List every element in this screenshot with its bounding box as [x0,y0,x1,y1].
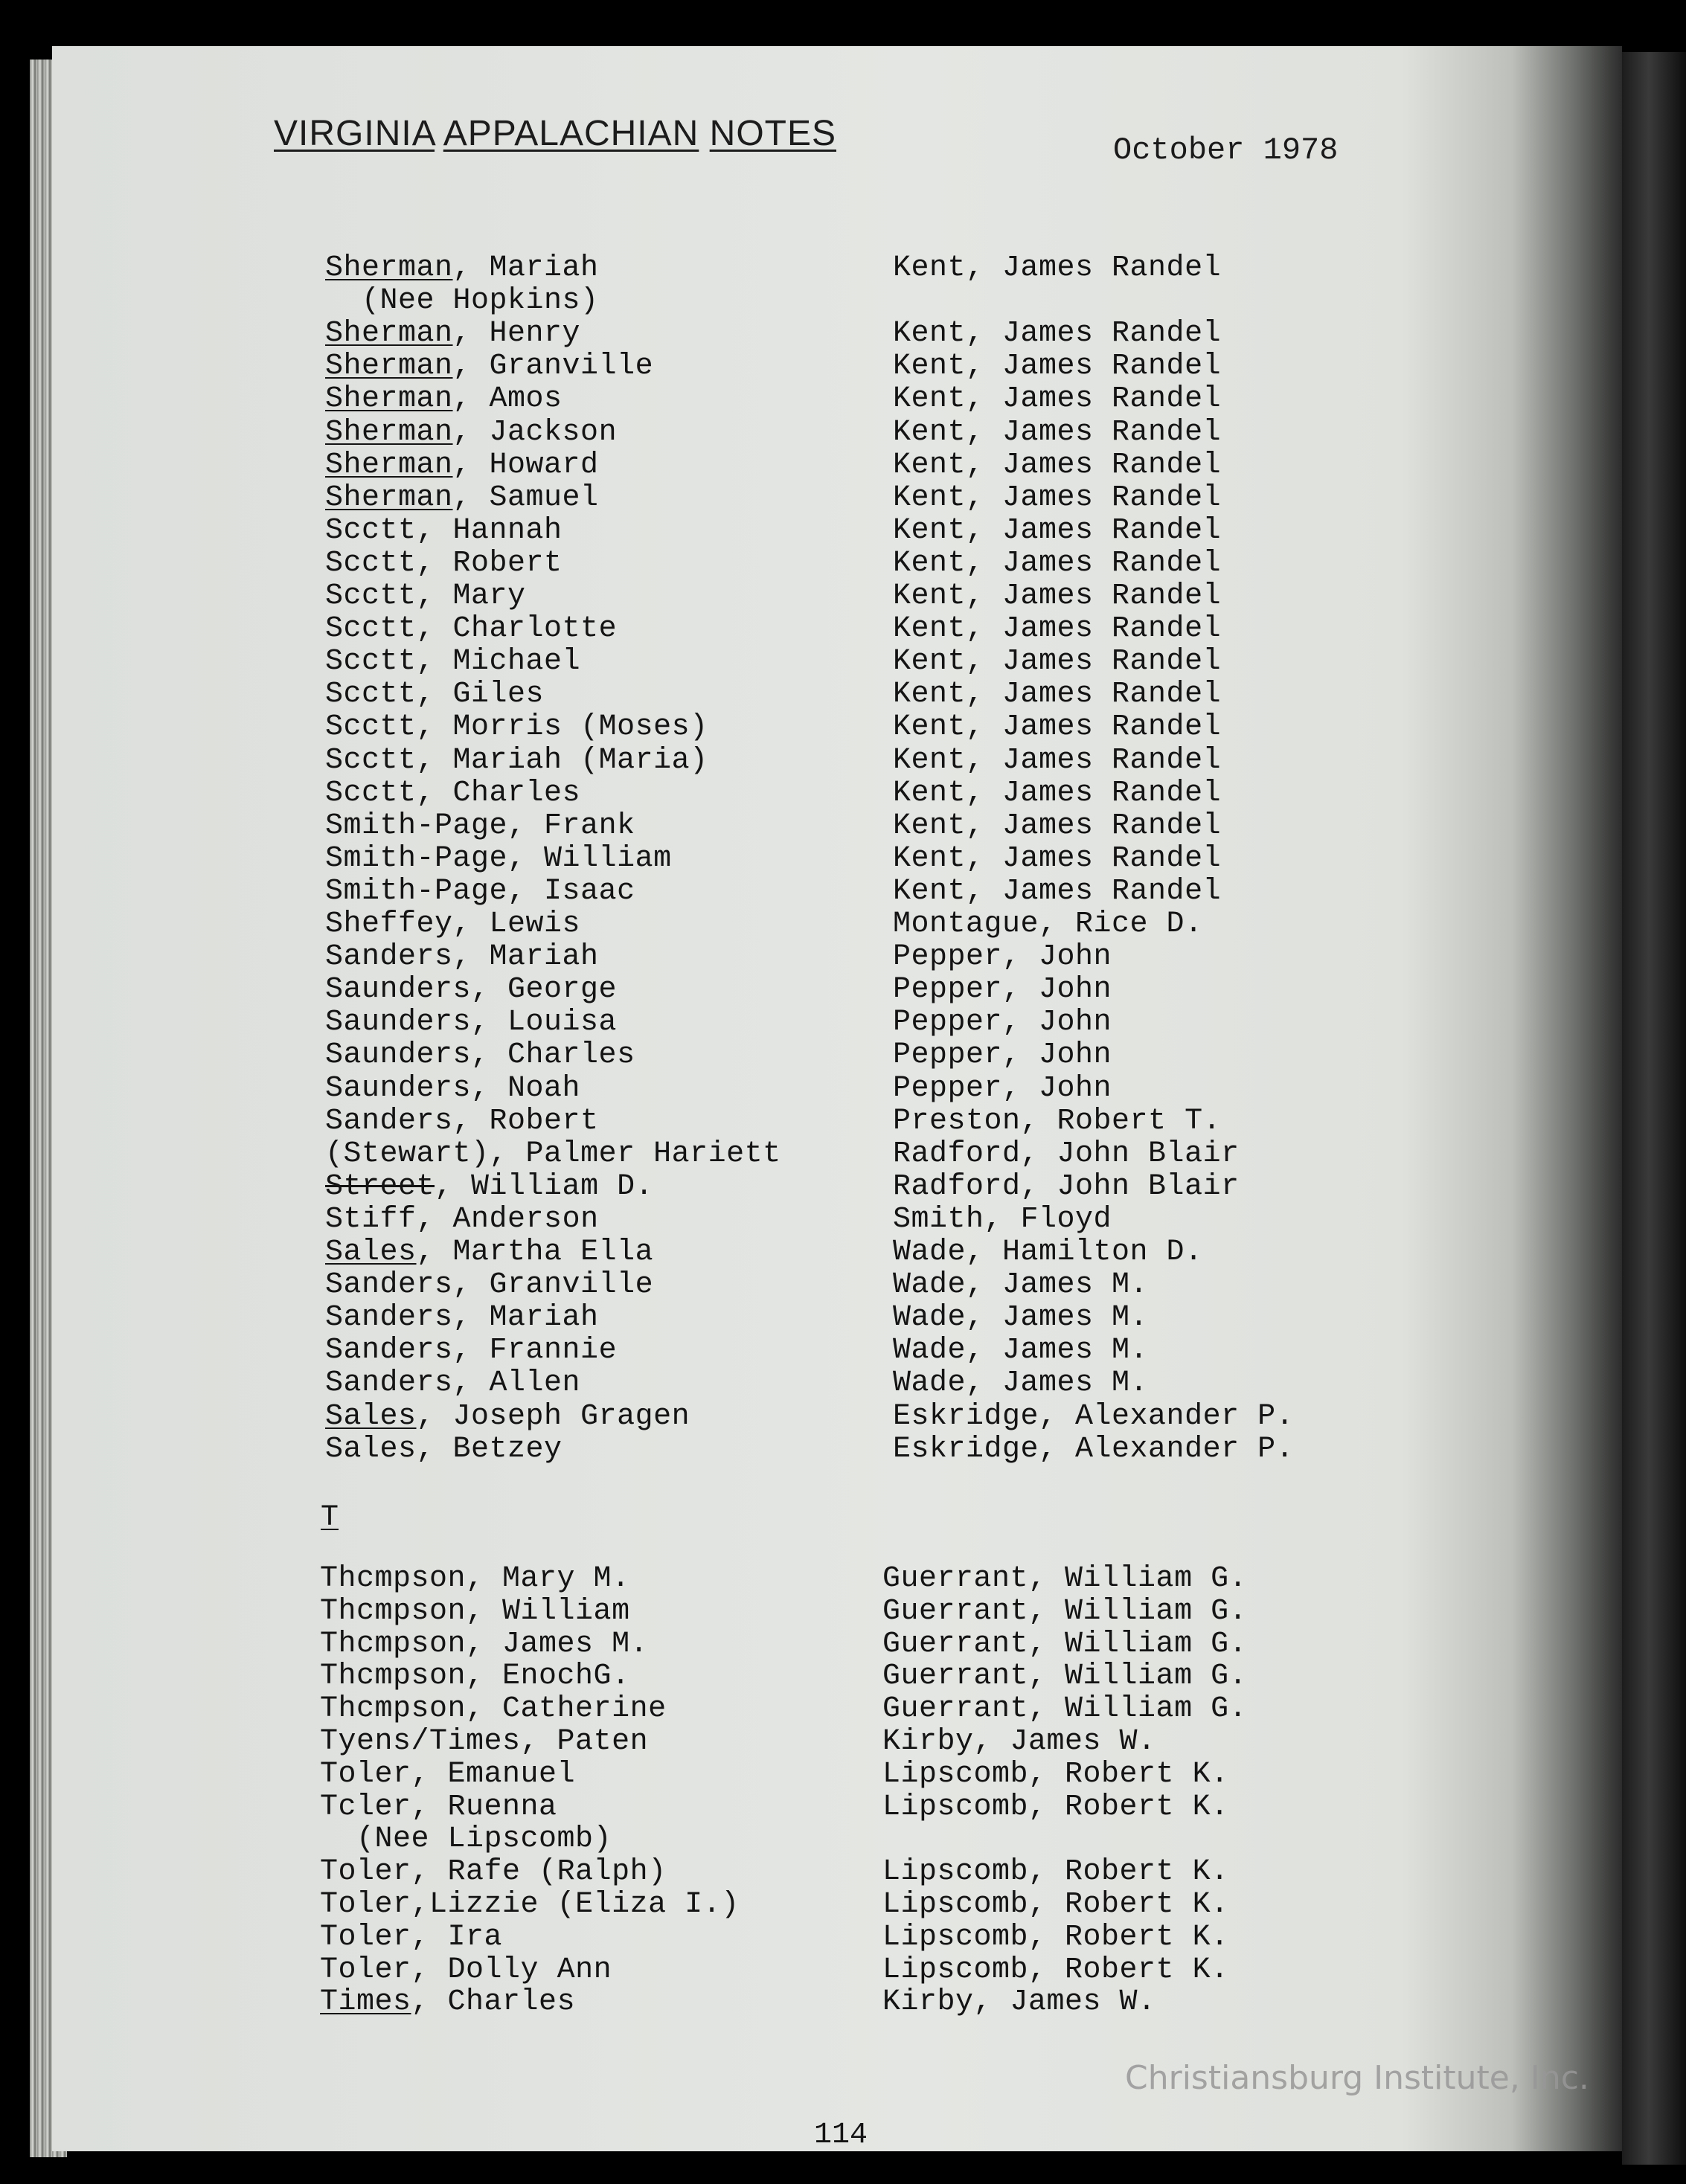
entry-given-name: , Frannie [452,1334,618,1368]
entry-name [325,284,599,318]
list-item [325,777,1441,809]
entry-name [325,514,562,547]
masthead-title [274,113,836,154]
entry-surname: Tcler [320,1790,411,1824]
entry-owner: Guerrant, William G. [882,1594,1248,1628]
entry-surname: Sheffey [325,908,453,941]
entry-owner: Lipscomb, Robert K. [882,1888,1229,1921]
entry-surname: Sherman [325,481,453,515]
entry-owner: Wade, James M. [893,1268,1149,1303]
list-item [325,1203,1441,1236]
entry-name [325,416,617,449]
entry-given-name: , Michael [416,645,581,679]
entry-given-name: , Noah [471,1071,581,1105]
list-item [320,1921,1436,1953]
list-item [325,1105,1441,1137]
entry-surname: Scctt [325,743,417,777]
entry-owner: Radford, John Blair [893,1169,1240,1204]
entry-given-name: , Mary M. [466,1562,630,1596]
entry-name [325,710,708,744]
entry-name [325,1268,653,1302]
entry-name [325,1433,562,1466]
entry-surname: Street [325,1169,435,1204]
list-item [320,1985,1436,2018]
entry-surname: Thcmpson [320,1562,467,1596]
entry-given-name: , Henry [452,317,581,351]
entry-name [325,579,526,613]
entry-name [320,1790,557,1824]
entry-name [320,1758,575,1791]
entry-owner: Kent, James Randel [893,776,1222,810]
list-item [325,1301,1441,1334]
entry-owner: Kent, James Randel [893,513,1222,547]
list-item [320,1562,1436,1595]
entry-name [325,875,635,908]
entry-owner: Kent, James Randel [893,382,1222,417]
entry-given-name: , Martha Ella [416,1236,654,1269]
entry-owner: Kent, James Randel [893,874,1222,908]
entry-owner: Kent, James Randel [893,481,1222,515]
list-item [325,1006,1441,1038]
entry-surname: Sanders [325,1334,453,1368]
entry-name [325,973,617,1006]
list-item [325,744,1441,777]
entry-surname: Sherman [325,448,453,482]
entry-surname: Saunders [325,1038,472,1073]
binder-shadow [1622,52,1686,2165]
entry-given-name: , Giles [416,678,545,712]
entry-owner: Kirby, James W. [882,1725,1156,1759]
entry-owner: Eskridge, Alexander P. [893,1432,1295,1466]
entry-name [320,1660,630,1693]
entry-owner: Kent, James Randel [893,317,1222,351]
entry-owner: Kent, James Randel [893,448,1222,482]
entry-owner: Pepper, John [893,1038,1112,1073]
entry-name [325,1334,617,1367]
list-item [325,875,1441,908]
entry-surname: Toler [320,1757,411,1791]
entry-owner: Lipscomb, Robert K. [882,1953,1229,1987]
entry-given-name: (Nee Lipscomb) [320,1822,612,1857]
entry-surname: Smith-Page [325,809,508,843]
list-item [320,1758,1436,1790]
entry-surname: Scctt [325,776,417,810]
entry-surname: Scctt [325,678,417,712]
entry-given-name: , Granville [452,1268,654,1303]
entry-owner: Kent, James Randel [893,743,1222,777]
list-item [325,1334,1441,1366]
list-item [325,809,1441,842]
list-item [325,1072,1441,1105]
entry-given-name: , Palmer Hariett [489,1137,781,1171]
entry-name [325,1400,690,1433]
entry-name [325,908,580,941]
list-item [325,350,1441,382]
list-item [325,1236,1441,1268]
entry-given-name: , Charles [471,1038,635,1073]
entry-surname: Sanders [325,940,453,974]
entry-given-name: , Dolly Ann [411,1953,612,1987]
entry-surname: Thcmpson [320,1692,467,1727]
entry-name [320,1725,648,1759]
entry-owner: Radford, John Blair [893,1137,1240,1171]
entry-surname: Toler [320,1920,411,1954]
entry-name [325,547,562,580]
entry-surname: Scctt [325,612,417,646]
entry-given-name: , Allen [452,1366,581,1401]
entry-owner: Guerrant, William G. [882,1627,1248,1661]
entry-name [325,1137,781,1171]
entry-name [325,1236,653,1269]
entry-surname: Sales [325,1399,417,1433]
entry-owner: Lipscomb, Robert K. [882,1855,1229,1889]
list-item [320,1953,1436,1986]
entry-name [325,1072,580,1105]
entry-surname: (Stewart) [325,1137,490,1171]
entry-name [325,1105,599,1138]
entry-surname: Thcmpson [320,1660,467,1694]
entry-owner: Guerrant, William G. [882,1692,1248,1727]
list-item [325,1400,1441,1433]
entry-owner: Kent, James Randel [893,415,1222,449]
entry-owner: Smith, Floyd [893,1202,1112,1236]
entry-surname: Saunders [325,1006,472,1040]
entry-given-name: , James M. [466,1627,649,1661]
entry-surname: Sherman [325,317,453,351]
entry-given-name: , Robert [416,546,562,580]
entry-given-name: , Robert [452,1104,599,1138]
entry-owner: Wade, James M. [893,1366,1149,1401]
list-item [320,1855,1436,1888]
entry-given-name: , William [507,841,672,876]
entry-given-name: (Nee Hopkins) [325,284,599,318]
entry-given-name: , Catherine [466,1692,667,1727]
entry-given-name: , Joseph Gragen [416,1399,690,1433]
entry-given-name: , William [466,1594,630,1628]
entry-given-name: , Ruenna [411,1790,557,1824]
entry-surname: Sanders [325,1301,453,1335]
entry-name [320,1921,502,1954]
entry-given-name: , Howard [452,448,599,482]
entry-given-name: , Amos [452,382,562,417]
entry-owner: Kirby, James W. [882,1985,1156,2020]
entry-owner: Kent, James Randel [893,841,1222,876]
list-item [320,1692,1436,1725]
entry-owner: Pepper, John [893,1071,1112,1105]
entry-given-name: , Louisa [471,1006,618,1040]
entry-given-name: , Charles [411,1985,576,2020]
entry-owner: Kent, James Randel [893,612,1222,646]
entry-surname: Tyens/Times [320,1725,521,1759]
page-number: 114 [814,2119,868,2152]
list-item [325,514,1441,547]
entry-given-name: , Jackson [452,415,618,449]
list-item [325,612,1441,645]
entry-surname: Toler [320,1855,411,1889]
entry-owner: Pepper, John [893,940,1112,974]
entry-name [325,809,635,843]
entry-surname: Sales [325,1432,417,1466]
section-heading-t: T [321,1501,339,1535]
entry-owner: Kent, James Randel [893,645,1222,679]
entry-given-name: , Hannah [416,513,562,547]
list-item [320,1595,1436,1628]
list-item [325,678,1441,710]
list-item [325,842,1441,875]
watermark: Christiansburg Institute, Inc. [1125,2059,1589,2097]
entry-surname: Sherman [325,350,453,384]
entry-name [325,1038,635,1072]
entry-given-name: , Granville [452,350,654,384]
entry-name [325,1170,653,1204]
entry-name [320,1888,740,1921]
entry-surname: Saunders [325,973,472,1007]
entry-owner: Kent, James Randel [893,809,1222,843]
entry-name [325,1366,580,1400]
entry-owner: Preston, Robert T. [893,1104,1222,1138]
entry-given-name: , Lewis [452,908,581,941]
entry-given-name: , Charles [416,776,581,810]
entry-name [325,251,599,285]
entry-surname: Sherman [325,415,453,449]
list-item [325,416,1441,449]
entry-owner: Kent, James Randel [893,710,1222,745]
entry-owner: Kent, James Randel [893,579,1222,613]
entry-surname: Smith-Page [325,841,508,876]
entry-owner: Guerrant, William G. [882,1562,1248,1596]
entry-surname: Sales [325,1236,417,1269]
entry-owner: Kent, James Randel [893,546,1222,580]
list-item [320,1725,1436,1758]
entry-surname: Scctt [325,645,417,679]
entry-given-name: , Anderson [416,1202,599,1236]
entry-surname: Times [320,1985,411,2020]
entry-owner: Eskridge, Alexander P. [893,1399,1295,1433]
entry-owner: Kent, James Randel [893,350,1222,384]
list-item [320,1660,1436,1692]
entry-given-name: , Emanuel [411,1757,576,1791]
entry-name [320,1822,612,1856]
list-item [325,382,1441,415]
entry-given-name: , Mariah [452,251,599,285]
entry-given-name: , Rafe (Ralph) [411,1855,667,1889]
entry-given-name: , Mary [416,579,526,613]
entry-surname: Stiff [325,1202,417,1236]
list-item [325,645,1441,678]
entry-surname: Saunders [325,1071,472,1105]
entry-name [325,1203,599,1236]
entry-name [325,1301,599,1335]
list-item [325,940,1441,973]
entry-surname: Toler [320,1953,411,1987]
entry-given-name: , Frank [507,809,635,843]
entry-name [325,744,708,777]
entry-given-name: , Paten [520,1725,649,1759]
entry-name [320,1855,667,1889]
entry-name [320,1953,612,1987]
entry-given-name: , Morris (Moses) [416,710,708,745]
entry-name [325,317,580,350]
entry-given-name: , Mariah (Maria) [416,743,708,777]
list-item [325,317,1441,350]
entry-owner: Guerrant, William G. [882,1660,1248,1694]
list-item [325,1038,1441,1071]
list-item [325,449,1441,481]
entry-given-name: , EnochG. [466,1660,630,1694]
masthead-word: VIRGINIA [274,114,435,153]
entry-given-name: , Betzey [416,1432,562,1466]
entry-surname: Scctt [325,546,417,580]
entry-name [320,1628,648,1661]
list-item [320,1628,1436,1660]
entry-given-name: , Samuel [452,481,599,515]
masthead-word: NOTES [709,114,837,153]
entry-name [325,350,653,383]
entry-name [320,1692,667,1726]
entry-surname: Toler [320,1888,411,1921]
entry-owner: Montague, Rice D. [893,908,1203,941]
list-item [325,547,1441,579]
entry-owner: Lipscomb, Robert K. [882,1790,1229,1824]
entry-name [325,449,599,482]
entry-owner: Kent, James Randel [893,678,1222,712]
list-item [320,1888,1436,1921]
entry-owner: Wade, Hamilton D. [893,1236,1203,1269]
entry-surname: Scctt [325,513,417,547]
entry-name [325,612,617,646]
entry-name [325,777,580,810]
entry-given-name: , George [471,973,618,1007]
entry-surname: Sherman [325,251,453,285]
list-item [325,1170,1441,1203]
entry-given-name: , Mariah [452,1301,599,1335]
entry-given-name: , Isaac [507,874,635,908]
entry-name [325,678,544,711]
entry-owner: Pepper, John [893,973,1112,1007]
entry-given-name: , Mariah [452,940,599,974]
entry-name [325,645,580,678]
list-item [320,1790,1436,1823]
entry-name [325,1006,617,1039]
entry-given-name: , William D. [435,1169,654,1204]
list-item [325,1137,1441,1170]
entry-name [325,382,562,416]
entry-given-name: , Charlotte [416,612,618,646]
entry-owner: Lipscomb, Robert K. [882,1757,1229,1791]
entry-owner: Wade, James M. [893,1301,1149,1335]
list-item [325,710,1441,743]
entry-name [325,940,599,974]
entry-surname: Sanders [325,1104,453,1138]
list-item [325,1366,1441,1399]
entry-surname: Sanders [325,1268,453,1303]
list-item [325,908,1441,940]
entry-owner: Lipscomb, Robert K. [882,1920,1229,1954]
entry-name [320,1562,630,1596]
entry-surname: Scctt [325,579,417,613]
list-item [325,284,1441,317]
entry-name [320,1595,630,1628]
list-item [325,1433,1441,1465]
masthead-word: APPALACHIAN [443,114,699,153]
entry-owner: Wade, James M. [893,1334,1149,1368]
list-item [325,251,1441,284]
issue-date: October 1978 [1113,132,1339,168]
entry-surname: Thcmpson [320,1594,467,1628]
entry-surname: Thcmpson [320,1627,467,1661]
entry-given-name: ,Lizzie (Eliza I.) [411,1888,740,1921]
list-item [325,481,1441,514]
list-item [320,1822,1436,1855]
list-item [325,579,1441,612]
list-item [325,973,1441,1006]
entry-name [325,481,599,515]
list-item [325,1268,1441,1301]
entry-surname: Smith-Page [325,874,508,908]
entry-given-name: , Ira [411,1920,503,1954]
entry-surname: Sanders [325,1366,453,1401]
entry-name [320,1985,575,2019]
entry-owner: Kent, James Randel [893,251,1222,285]
entry-surname: Sherman [325,382,453,417]
entry-surname: Scctt [325,710,417,745]
entry-name [325,842,672,876]
entry-owner: Pepper, John [893,1006,1112,1040]
